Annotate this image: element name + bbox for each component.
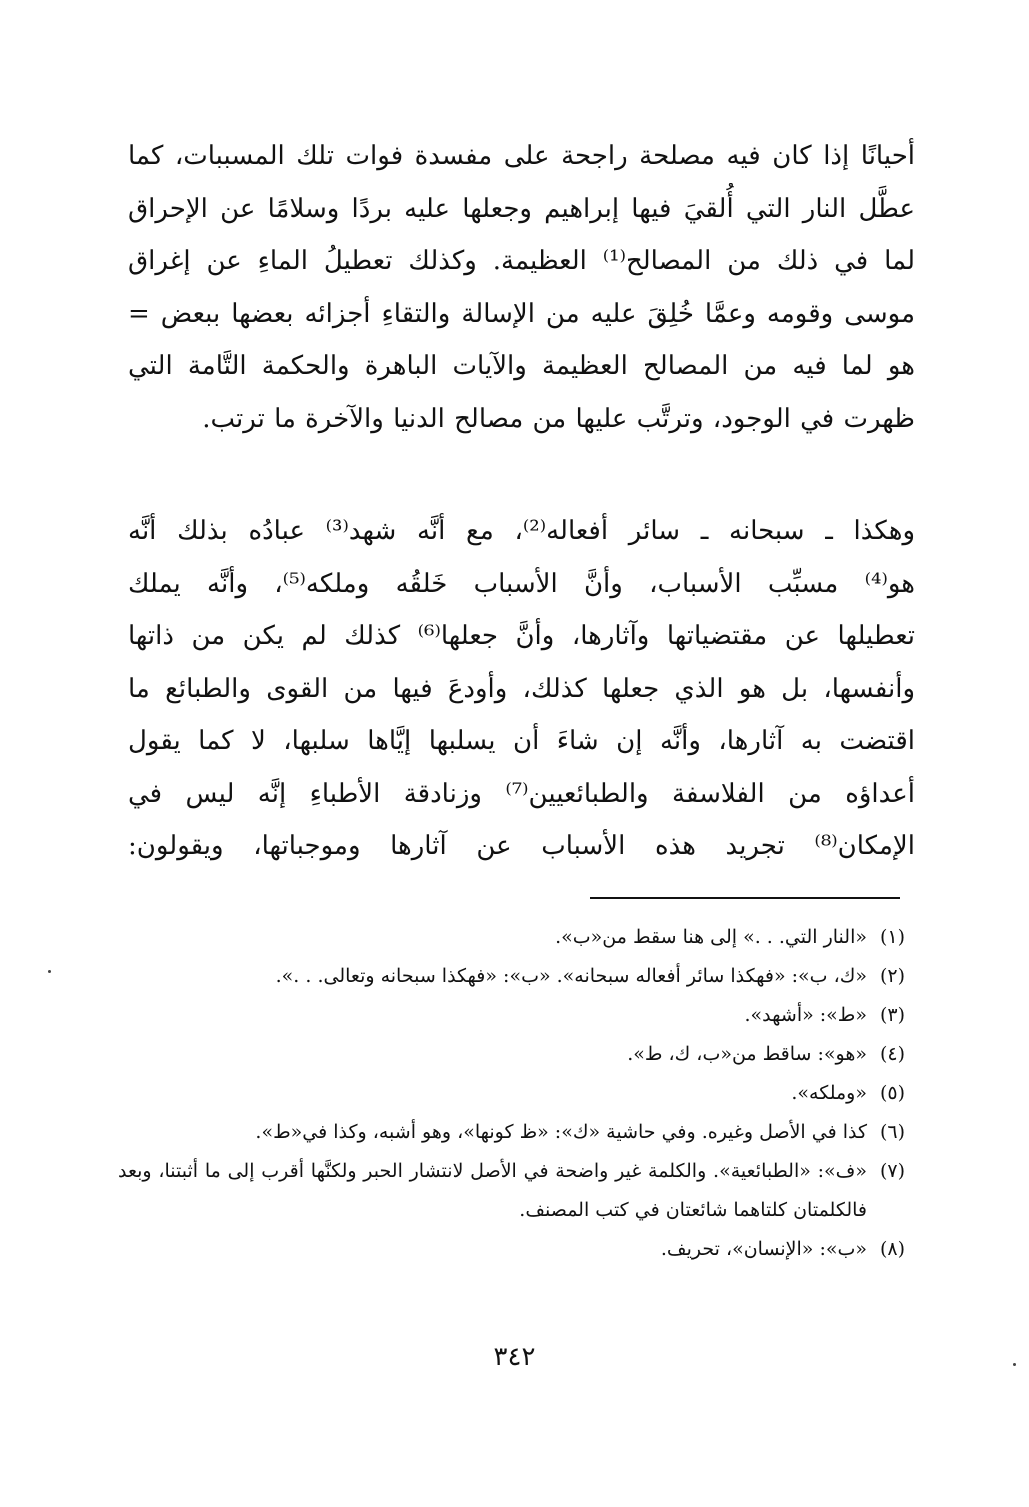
footnote-item <box>118 918 905 957</box>
footnote-text: «النار التي. . .» إلى هنا سقط من«ب». <box>555 926 867 948</box>
text-line: أعداؤه من الفلاسفة والطبائعيين⁽⁷⁾ وزنادقة الأطباءِ إنَّه ليس في <box>128 778 915 809</box>
footnote-item <box>118 957 905 996</box>
footnote-item <box>118 1035 905 1074</box>
scan-speck <box>48 970 51 973</box>
footnote-number: (٢) <box>879 965 905 987</box>
footnote-item <box>118 996 905 1035</box>
footnote-text: «هو»: ساقط من«ب، ك، ط». <box>627 1043 867 1065</box>
text-line: الإمكان⁽⁸⁾ تجريد هذه الأسباب عن آثارها وموجباتها، ويقولون: <box>128 831 915 861</box>
footnote-text: «ب»: «الإنسان»، تحريف. <box>660 1238 867 1260</box>
text-line: عطَّل النار التي أُلقيَ فيها إبراهيم وجعلها عليه بردًا وسلامًا عن الإحراق <box>128 193 915 224</box>
footnote-number: (٦) <box>879 1121 905 1143</box>
text-line: هو لما فيه من المصالح العظيمة والآيات الباهرة والحكمة التَّامة التي <box>128 351 915 381</box>
footnote-item <box>118 1113 905 1152</box>
footnote-text: «ك، ب»: «فهكذا سائر أفعاله سبحانه». «ب»: «فهكذا سبحانه وتعالى. . .». <box>275 965 867 987</box>
text-line: أحيانًا إذا كان فيه مصلحة راجحة على مفسدة فوات تلك المسببات، كما <box>128 141 915 171</box>
footnote-number: (٧) <box>879 1160 905 1182</box>
footnote-number: (٣) <box>879 1004 905 1026</box>
paragraph-2 <box>128 505 915 873</box>
footnote-item <box>118 1230 905 1269</box>
text-line: اقتضت به آثارها، وأنَّه إن شاءَ أن يسلبها إيَّاها سلبها، لا كما يقول <box>128 726 915 756</box>
text-line: هو⁽⁴⁾ مسبِّب الأسباب، وأنَّ الأسباب خَلقُه وملكه⁽⁵⁾، وأنَّه يملك <box>128 568 915 599</box>
page-number: ٣٤٢ <box>493 1342 536 1372</box>
text-line: ظهرت في الوجود، وترتَّب عليها من مصالح الدنيا والآخرة ما ترتب. <box>202 403 915 434</box>
footnote-text: «ف»: «الطبائعية». والكلمة غير واضحة في الأصل لانتشار الحبر ولكنَّها أقرب إلى ما أثبتنا، وبعد فالكلمتان كلتاهما شائعتان في كتب المصنف. <box>118 1160 867 1221</box>
footnotes <box>118 918 905 1269</box>
footnote-number: (٥) <box>879 1082 905 1104</box>
footnote-text: «وملكه». <box>791 1082 867 1104</box>
scan-speck <box>1013 1363 1016 1366</box>
text-line: لما في ذلك من المصالح⁽¹⁾ العظيمة. وكذلك تعطيلُ الماءِ عن إغراق <box>128 246 915 276</box>
footnote-number: (٤) <box>879 1043 905 1065</box>
footnote-text: «ط»: «أشهد». <box>744 1004 867 1026</box>
footnote-item <box>118 1074 905 1113</box>
text-line: تعطيلها عن مقتضياتها وآثارها، وأنَّ جعلها⁽⁶⁾ كذلك لم يكن من ذاتها <box>128 621 915 651</box>
text-line: وهكذا ـ سبحانه ـ سائر أفعاله⁽²⁾، مع أنَّه شهد⁽³⁾ عبادُه بذلك أنَّه <box>128 516 915 546</box>
footnote-item <box>118 1152 905 1230</box>
footnote-number: (٨) <box>879 1238 905 1260</box>
text-line: موسى وقومه وعمَّا خُلِقَ عليه من الإسالة والتقاءِ أجزائه بعضها ببعض = <box>128 298 915 329</box>
footnote-text: كذا في الأصل وغيره. وفي حاشية «ك»: «ظ كونها»، وهو أشبه، وكذا في«ط». <box>255 1121 867 1143</box>
text-line: وأنفسها، بل هو الذي جعلها كذلك، وأودعَ فيها من القوى والطبائع ما <box>128 673 915 704</box>
paragraph-1 <box>128 130 915 445</box>
footnote-number: (١) <box>879 926 905 948</box>
footnote-divider <box>590 897 900 899</box>
